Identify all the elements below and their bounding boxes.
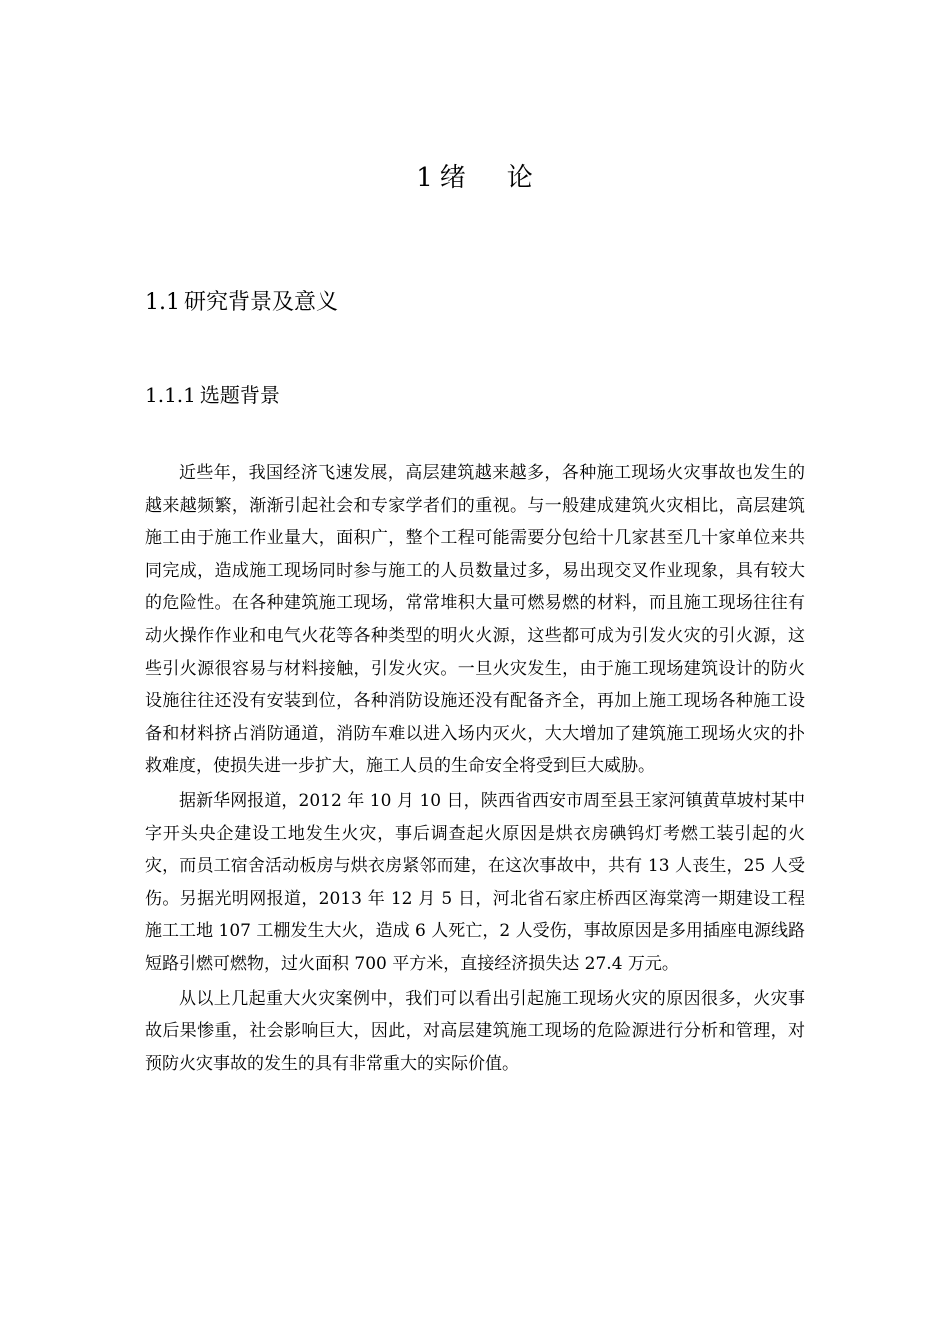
section-number: 1.1	[145, 290, 180, 315]
subsection-number: 1.1.1	[145, 383, 196, 407]
body-text	[145, 457, 805, 1080]
subsection-heading	[145, 378, 280, 412]
paragraph: 近些年，我国经济飞速发展，高层建筑越来越多，各种施工现场火灾事故也发生的越来越频繁，渐渐引起社会和专家学者们的重视。与一般建成建筑火灾相比，高层建筑施工由于施工作业量大，面积广，整个工程可能需要分包给十几家甚至几十家单位来共同完成，造成施工现场同时参与施工的人员数量过多，易出现交叉作业现象，具有较大的危险性。在各种建筑施工现场，常常堆积大量可燃易燃的材料，而且施工现场往往有动火操作作业和电气火花等各种类型的明火火源，这些都可成为引发火灾的引火源，这些引火源很容易与材料接触，引发火灾。一旦火灾发生，由于施工现场建筑设计的防火设施往往还没有安装到位，各种消防设施还没有配备齐全，再加上施工现场各种施工设备和材料挤占消防通道，消防车难以进入场内灭火，大大增加了建筑施工现场火灾的扑救难度，使损失进一步扩大，施工人员的生命安全将受到巨大威胁。	[145, 463, 805, 777]
subsection-title: 选题背景	[199, 383, 280, 407]
chapter-title	[0, 158, 950, 198]
chapter-title-char-1: 绪	[439, 163, 467, 193]
section-heading	[145, 285, 338, 321]
chapter-title-char-2: 论	[506, 163, 534, 193]
paragraph: 据新华网报道，2012 年 10 月 10 日，陕西省西安市周至县王家河镇黄草坡村某中字开头央企建设工地发生火灾，事后调查起火原因是烘衣房碘钨灯考燃工装引起的火灾，而员工宿舍活动板房与烘衣房紧邻而建，在这次事故中，共有 13 人丧生，25 人受伤。另据光明网报道，2013 年 12 月 5 日，河北省石家庄桥西区海棠湾一期建设工程施工工地 107 工棚发生大火，造成 6 人死亡，2 人受伤，事故原因是多用插座电源线路短路引燃可燃物，过火面积 700 平方米，直接经济损失达 27.4 万元。	[145, 790, 805, 974]
section-title: 研究背景及意义	[184, 290, 339, 315]
paragraph: 从以上几起重大火灾案例中，我们可以看出引起施工现场火灾的原因很多，火灾事故后果惨重，社会影响巨大，因此，对高层建筑施工现场的危险源进行分析和管理，对预防火灾事故的发生的具有非常重大的实际价值。	[145, 988, 805, 1074]
chapter-number: 1	[416, 163, 434, 193]
